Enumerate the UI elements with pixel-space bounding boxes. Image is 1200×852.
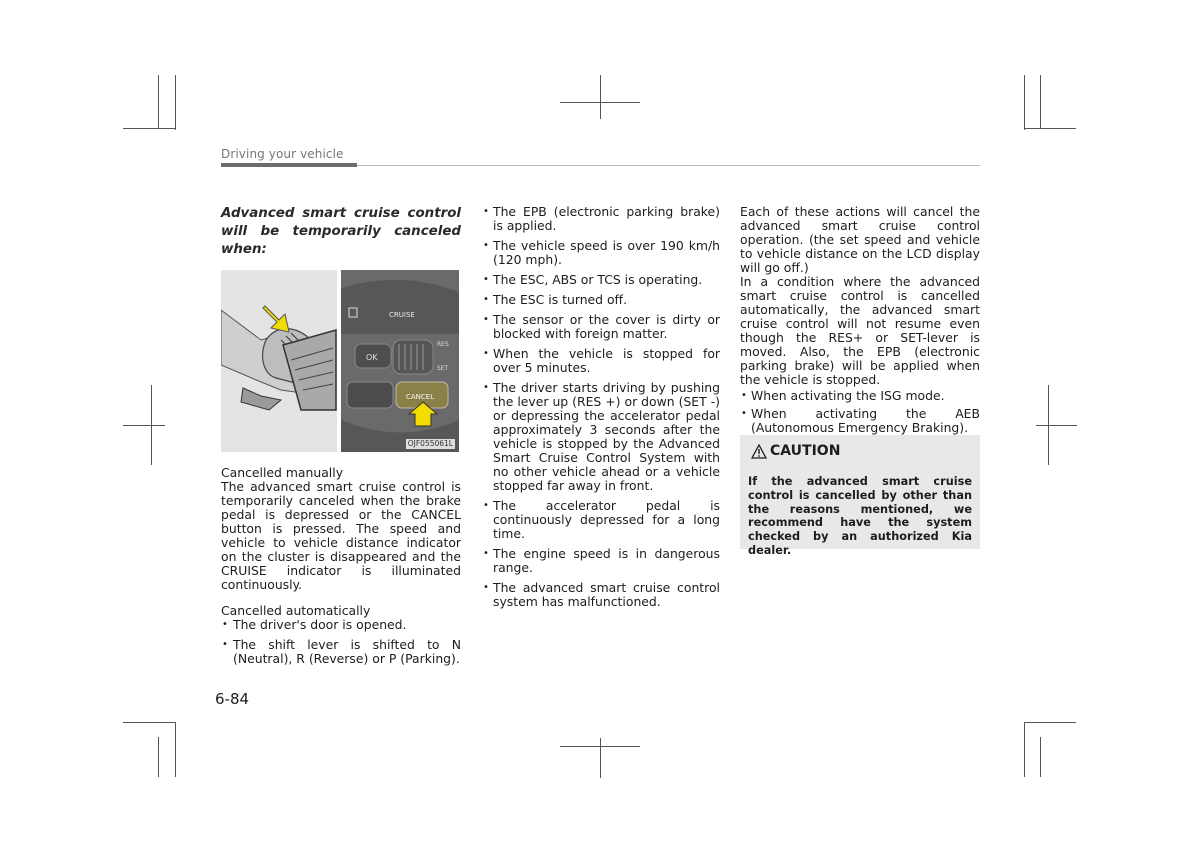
caution-title: CAUTION [770,443,841,459]
crop-mark [175,75,176,130]
caution-box [740,435,980,557]
crop-mark [175,722,176,777]
list-item: • The ESC is turned off. [482,293,720,307]
crop-mark [1024,75,1025,130]
crop-mark [1024,722,1025,777]
list-item: • The accelerator pedal is continuously depressed for a long time. [482,499,720,541]
warning-triangle-icon [751,444,767,459]
list-item: • The EPB (electronic parking brake) is applied. [482,205,720,233]
crop-mark [560,746,640,747]
foot-on-pedal-icon [221,270,337,452]
header-rule-dark [221,163,357,167]
auto-cancel-paragraph: In a condition where the advanced smart cruise control is cancelled automatically, the advanced smart cruise control will not resume even though the RES+ or SET-lever is moved. Also, the EPB (electronic parking brake) will be applied when the vehicle is stopped. [740,274,980,387]
section-header: Driving your vehicle [221,147,344,161]
list-item: • The advanced smart cruise control system has malfunctioned. [482,581,720,609]
right-column [740,205,980,441]
list-item: • The sensor or the cover is dirty or blocked with foreign matter. [482,313,720,341]
left-column [221,205,461,672]
cancelled-manually-text: The advanced smart cruise control is temporarily canceled when the brake pedal is depressed or the CANCEL button is pressed. The speed and vehicle to vehicle distance indicator on the cluster is disappeared and the CRUISE indicator is illuminated continuously. [221,479,461,592]
section-heading: Advanced smart cruise control will be temporarily canceled when: [221,206,461,257]
crop-mark [600,738,601,778]
header-rule [357,165,980,166]
steering-switch-illustration [341,270,459,452]
crop-mark [158,75,159,128]
image-code: OJF055061L [407,439,453,448]
list-item: • When activating the ISG mode. [740,389,980,403]
crop-mark [123,425,165,426]
cancel-illustration [221,270,459,452]
list-item: • The ESC, ABS or TCS is operating. [482,273,720,287]
automatic-cancel-list-continued [482,205,720,609]
crop-mark [1040,75,1041,128]
list-item: • The driver starts driving by pushing the lever up (RES +) or down (SET -) or depressing the accelerator pedal approximately 3 seconds after the vehicle is stopped by the Advanced Smart Cruise Control System with no other vehicle ahead or a vehicle stopped far away in front. [482,381,720,493]
list-item: • When activating the AEB (Autonomous Emergency Braking). [740,407,980,435]
caution-text: If the advanced smart cruise control is cancelled by other than the reasons mentioned, we recommend have the system checked by an authorized Kia dealer. [748,475,972,557]
caution-heading [751,443,840,459]
cancel-actions-paragraph: Each of these actions will cancel the advanced smart cruise control operation. (the set speed and vehicle to vehicle distance on the LCD display will go off.) [740,204,980,275]
list-item: • When the vehicle is stopped for over 5 minutes. [482,347,720,375]
crop-mark [1036,425,1077,426]
cancelled-automatically-heading: Cancelled automatically [221,603,371,618]
list-item: • The shift lever is shifted to N (Neutral), R (Reverse) or P (Parking). [221,638,461,666]
ok-button-label: OK [366,353,378,362]
middle-column [482,205,720,615]
crop-mark [600,75,601,119]
list-item: • The vehicle speed is over 190 km/h (120 mph). [482,239,720,267]
list-item: • The driver's door is opened. [221,618,461,632]
crop-mark [1024,722,1076,723]
res-button-label: RES [437,341,449,348]
crop-mark [1040,737,1041,777]
crop-mark [1024,128,1076,129]
epb-condition-list [740,389,980,435]
page-number: 6-84 [215,690,250,708]
cancel-button-label: CANCEL [406,393,435,401]
crop-mark [123,128,175,129]
crop-mark [123,722,175,723]
crop-mark [158,737,159,777]
set-button-label: SET [437,365,449,372]
steering-buttons-icon [341,270,459,452]
brake-pedal-illustration [221,270,337,452]
automatic-cancel-list [221,618,461,666]
crop-mark [560,102,640,103]
list-item: • The engine speed is in dangerous range. [482,547,720,575]
cancelled-manually-heading: Cancelled manually [221,465,344,480]
cruise-button-label: CRUISE [389,311,415,319]
